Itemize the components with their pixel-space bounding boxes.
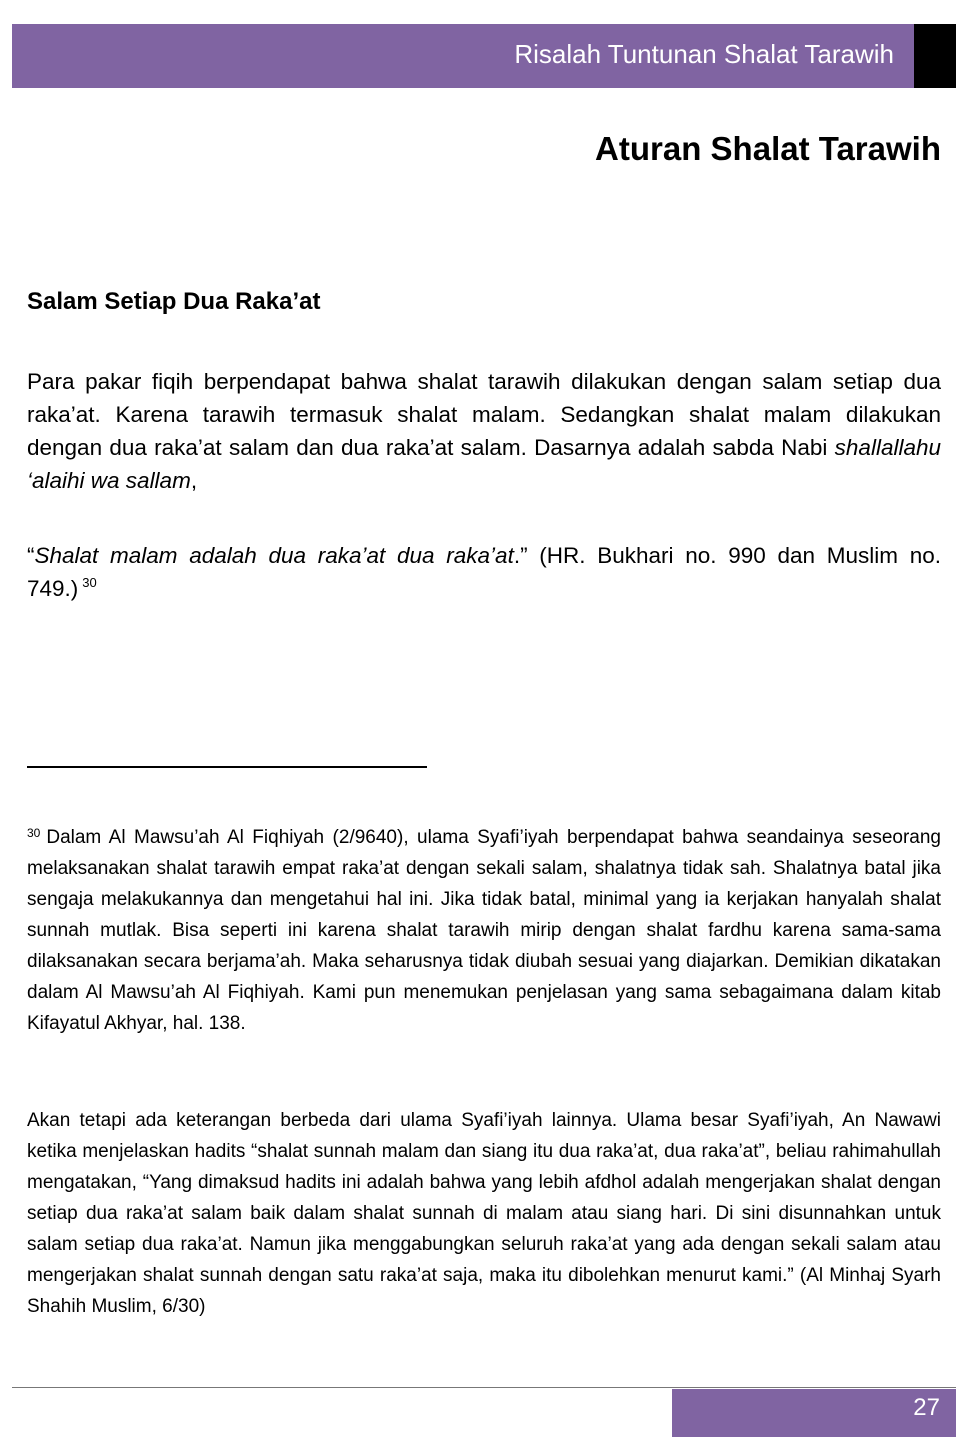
chapter-title: Aturan Shalat Tarawih: [595, 130, 941, 167]
footnote: [27, 822, 941, 1039]
footnote-reference[interactable]: 30: [82, 575, 97, 590]
quote-open-mark: “: [27, 543, 35, 568]
footnote-number: 30: [27, 826, 41, 840]
running-title: Risalah Tuntunan Shalat Tarawih: [514, 39, 894, 69]
footnote-continuation: Akan tetapi ada keterangan berbeda dari ulama Syafi’iyah lainnya. Ulama besar Syafi’iyah, An Nawawi ketika menjelaskan hadits “shalat sunnah malam dan siang itu dua raka’at, dua raka’at”, beliau rahimahullah mengatakan, “Yang dimaksud hadits ini adalah bahwa yang lebih afdhol adalah mengerjakan shalat dengan setiap dua raka’at salam baik dalam shalat sunnah di malam atau siang hari. Di sini disunnahkan untuk salam setiap dua raka’at. Namun jika menggabungkan seluruh raka’at yang ada dengan sekali salam atau mengerjakan shalat sunnah dengan satu raka’at saja, maka itu dibolehkan menurut kami.” (Al Minhaj Syarh Shahih Muslim, 6/30): [27, 1110, 941, 1317]
paragraph-end: ,: [190, 468, 198, 493]
footnote-text: Dalam Al Mawsu’ah Al Fiqhiyah (2/9640), ulama Syafi’iyah berpendapat bahwa seandainya seseorang melaksanakan shalat tarawih empat raka’at dengan sekali salam, shalatnya tidak sah. Shalatnya batal jika sengaja melakukannya dan mengetahui hal ini. Jika tidak batal, minimal yang ia kerjakan hanyalah shalat sunnah mutlak. Bisa seperti ini karena shalat tarawih mirip dengan shalat fardhu karena sama-sama dilaksanakan secara berjama’ah. Maka seharusnya tidak diubah sesuai yang diajarkan. Demikian dikatakan dalam Al Mawsu’ah Al Fiqhiyah. Kami pun menemukan penjelasan yang sama sebagaimana dalam kitab Kifayatul Akhyar, hal. 138.: [27, 827, 941, 1034]
page-number: 27: [913, 1394, 940, 1421]
footer-rule: [12, 1387, 956, 1388]
header-bar: [12, 24, 914, 88]
body-paragraph: [27, 365, 941, 497]
paragraph-text: Para pakar fiqih berpendapat bahwa shalat tarawih dilakukan dengan salam setiap dua raka’at. Karena tarawih termasuk shalat malam. Sedangkan shalat malam dilakukan dengan dua raka’at salam dan dua raka’at salam. Dasarnya adalah sabda Nabi: [27, 369, 941, 460]
quote-italic: Shalat malam adalah dua raka’at dua raka’at: [34, 543, 514, 568]
quote-rest: .” (HR. Bukhari no. 990 dan Muslim no. 749.): [27, 543, 942, 601]
section-heading: Salam Setiap Dua Raka’at: [27, 288, 321, 315]
hadith-quote: [27, 539, 941, 605]
page-number-box: [672, 1389, 956, 1437]
honorific-italic: shallallahu ‘alaihi wa sallam: [27, 435, 941, 493]
footnote-separator: [27, 766, 427, 768]
header-black-tab: [914, 24, 956, 88]
